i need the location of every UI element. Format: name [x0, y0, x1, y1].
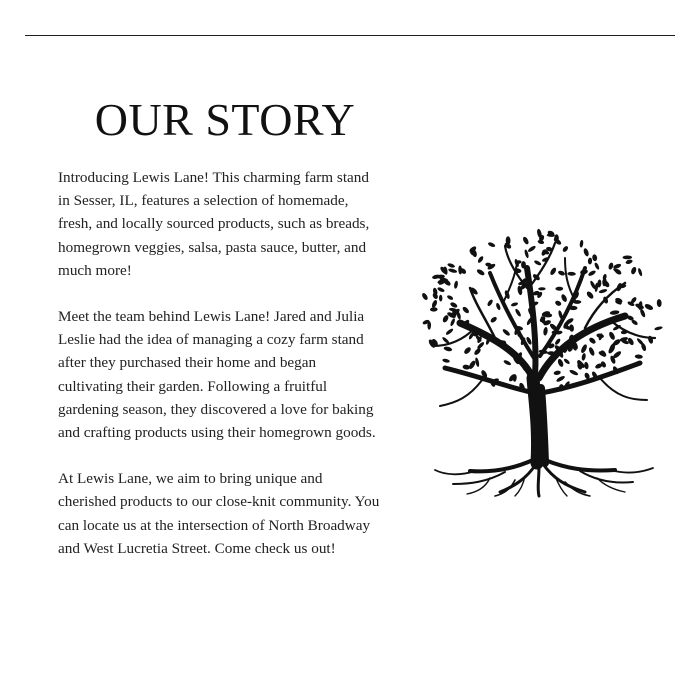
tree-of-life-icon	[415, 228, 670, 498]
tree-leaf	[569, 369, 579, 376]
tree-leaf	[647, 335, 654, 344]
top-divider	[25, 35, 675, 36]
tree-leaf	[447, 263, 456, 269]
tree-leaf	[557, 270, 565, 277]
tree-leaf	[608, 331, 616, 341]
tree-leaf	[608, 262, 615, 270]
tree-leaf	[588, 346, 596, 356]
tree-leaf	[560, 293, 568, 302]
tree-leaf	[543, 327, 548, 336]
tree-leaf	[567, 272, 576, 276]
tree-leaf	[563, 358, 571, 365]
tree-leaf	[557, 358, 565, 368]
tree-leaf	[445, 328, 454, 336]
page-title: OUR STORY	[94, 94, 356, 145]
tree-leaf	[569, 324, 574, 332]
tree-leaf	[487, 241, 495, 248]
tree-leaf	[622, 255, 632, 259]
tree-leaf	[580, 344, 588, 354]
tree-leaf	[654, 326, 663, 331]
tree-leaf	[522, 236, 530, 245]
tree-leaf	[431, 299, 438, 308]
tree-leaf	[538, 287, 545, 290]
tree-leaf	[461, 306, 470, 315]
tree-leaf	[637, 268, 643, 277]
tree-leaf	[477, 255, 485, 263]
tree-leaf	[442, 358, 450, 363]
tree-leaf	[421, 292, 429, 301]
tree-leaf	[586, 290, 595, 299]
tree-leaf	[555, 287, 563, 291]
tree-leaf	[486, 299, 493, 307]
tree-leaf	[430, 307, 438, 312]
tree-leaf	[592, 254, 598, 261]
tree-leaf	[596, 333, 604, 339]
tree-leaf	[657, 299, 662, 307]
tree-leaf	[588, 257, 593, 264]
tree-leaf	[502, 328, 511, 337]
tree-leaf	[511, 302, 519, 307]
tree-leaf	[495, 302, 501, 310]
tree-leaf	[449, 301, 458, 309]
tree-leaf	[544, 313, 552, 317]
tree-leaf	[630, 266, 637, 275]
tree-leaf	[476, 268, 486, 276]
tree-leaf	[450, 318, 456, 327]
tree-leaf	[556, 375, 566, 383]
tree-leaf	[446, 294, 454, 300]
tree-leaf	[437, 286, 445, 292]
story-paragraph-intro: Introducing Lewis Lane! This charming farm stand in Sesser, IL, features a selection of homemade, fresh, and locally sourced products, such as breads, homegrown veggies, salsa, pasta sauce, butter, and much more!	[58, 169, 370, 279]
tree-leaf	[554, 338, 561, 346]
tree-leaf	[625, 259, 633, 265]
tree-leaf	[443, 266, 448, 275]
tree-leaf	[432, 292, 439, 300]
tree-leaf	[439, 295, 443, 302]
story-text	[58, 166, 380, 560]
tree-leaf	[503, 359, 512, 366]
tree-leaf	[514, 308, 522, 317]
tree-leaf	[448, 268, 458, 274]
tree-leaf	[549, 267, 557, 276]
tree-leaf	[454, 280, 459, 289]
tree-leaf	[554, 300, 562, 307]
tree-leaf	[458, 265, 462, 274]
tree-leaf	[562, 245, 569, 253]
tree-leaf	[598, 288, 607, 294]
tree-leaf	[553, 370, 561, 376]
tree-leaf	[635, 354, 643, 359]
tree-leaf	[587, 270, 596, 277]
tree-leaf	[583, 248, 590, 257]
tree-leaf	[533, 260, 541, 267]
tree-leaf	[443, 346, 452, 352]
tree-leaf	[588, 337, 597, 345]
tree-leaf	[490, 316, 498, 324]
tree-leaf	[527, 245, 536, 253]
tree-leaf	[537, 239, 544, 244]
tree-leaf	[644, 303, 654, 311]
tree-leaf	[581, 353, 586, 361]
tree-leaf	[579, 240, 583, 248]
tree-leaf	[584, 362, 589, 370]
tree-leaf	[463, 346, 472, 355]
tree-leaf	[594, 262, 600, 270]
story-paragraph-mission: At Lewis Lane, we aim to bring unique and cherished products to our close-knit community. You can locate us at the intersection of North Broadway and West Lucretia Street. Come check us out!	[58, 470, 380, 557]
story-paragraph-team: Meet the team behind Lewis Lane! Jared and Julia Leslie had the idea of managing a cozy farm stand after they purchased their home and began cultivating their garden. Following a fruitful gardening season, they discovered a love for baking and crafting products using their homegrown goods.	[58, 308, 376, 442]
